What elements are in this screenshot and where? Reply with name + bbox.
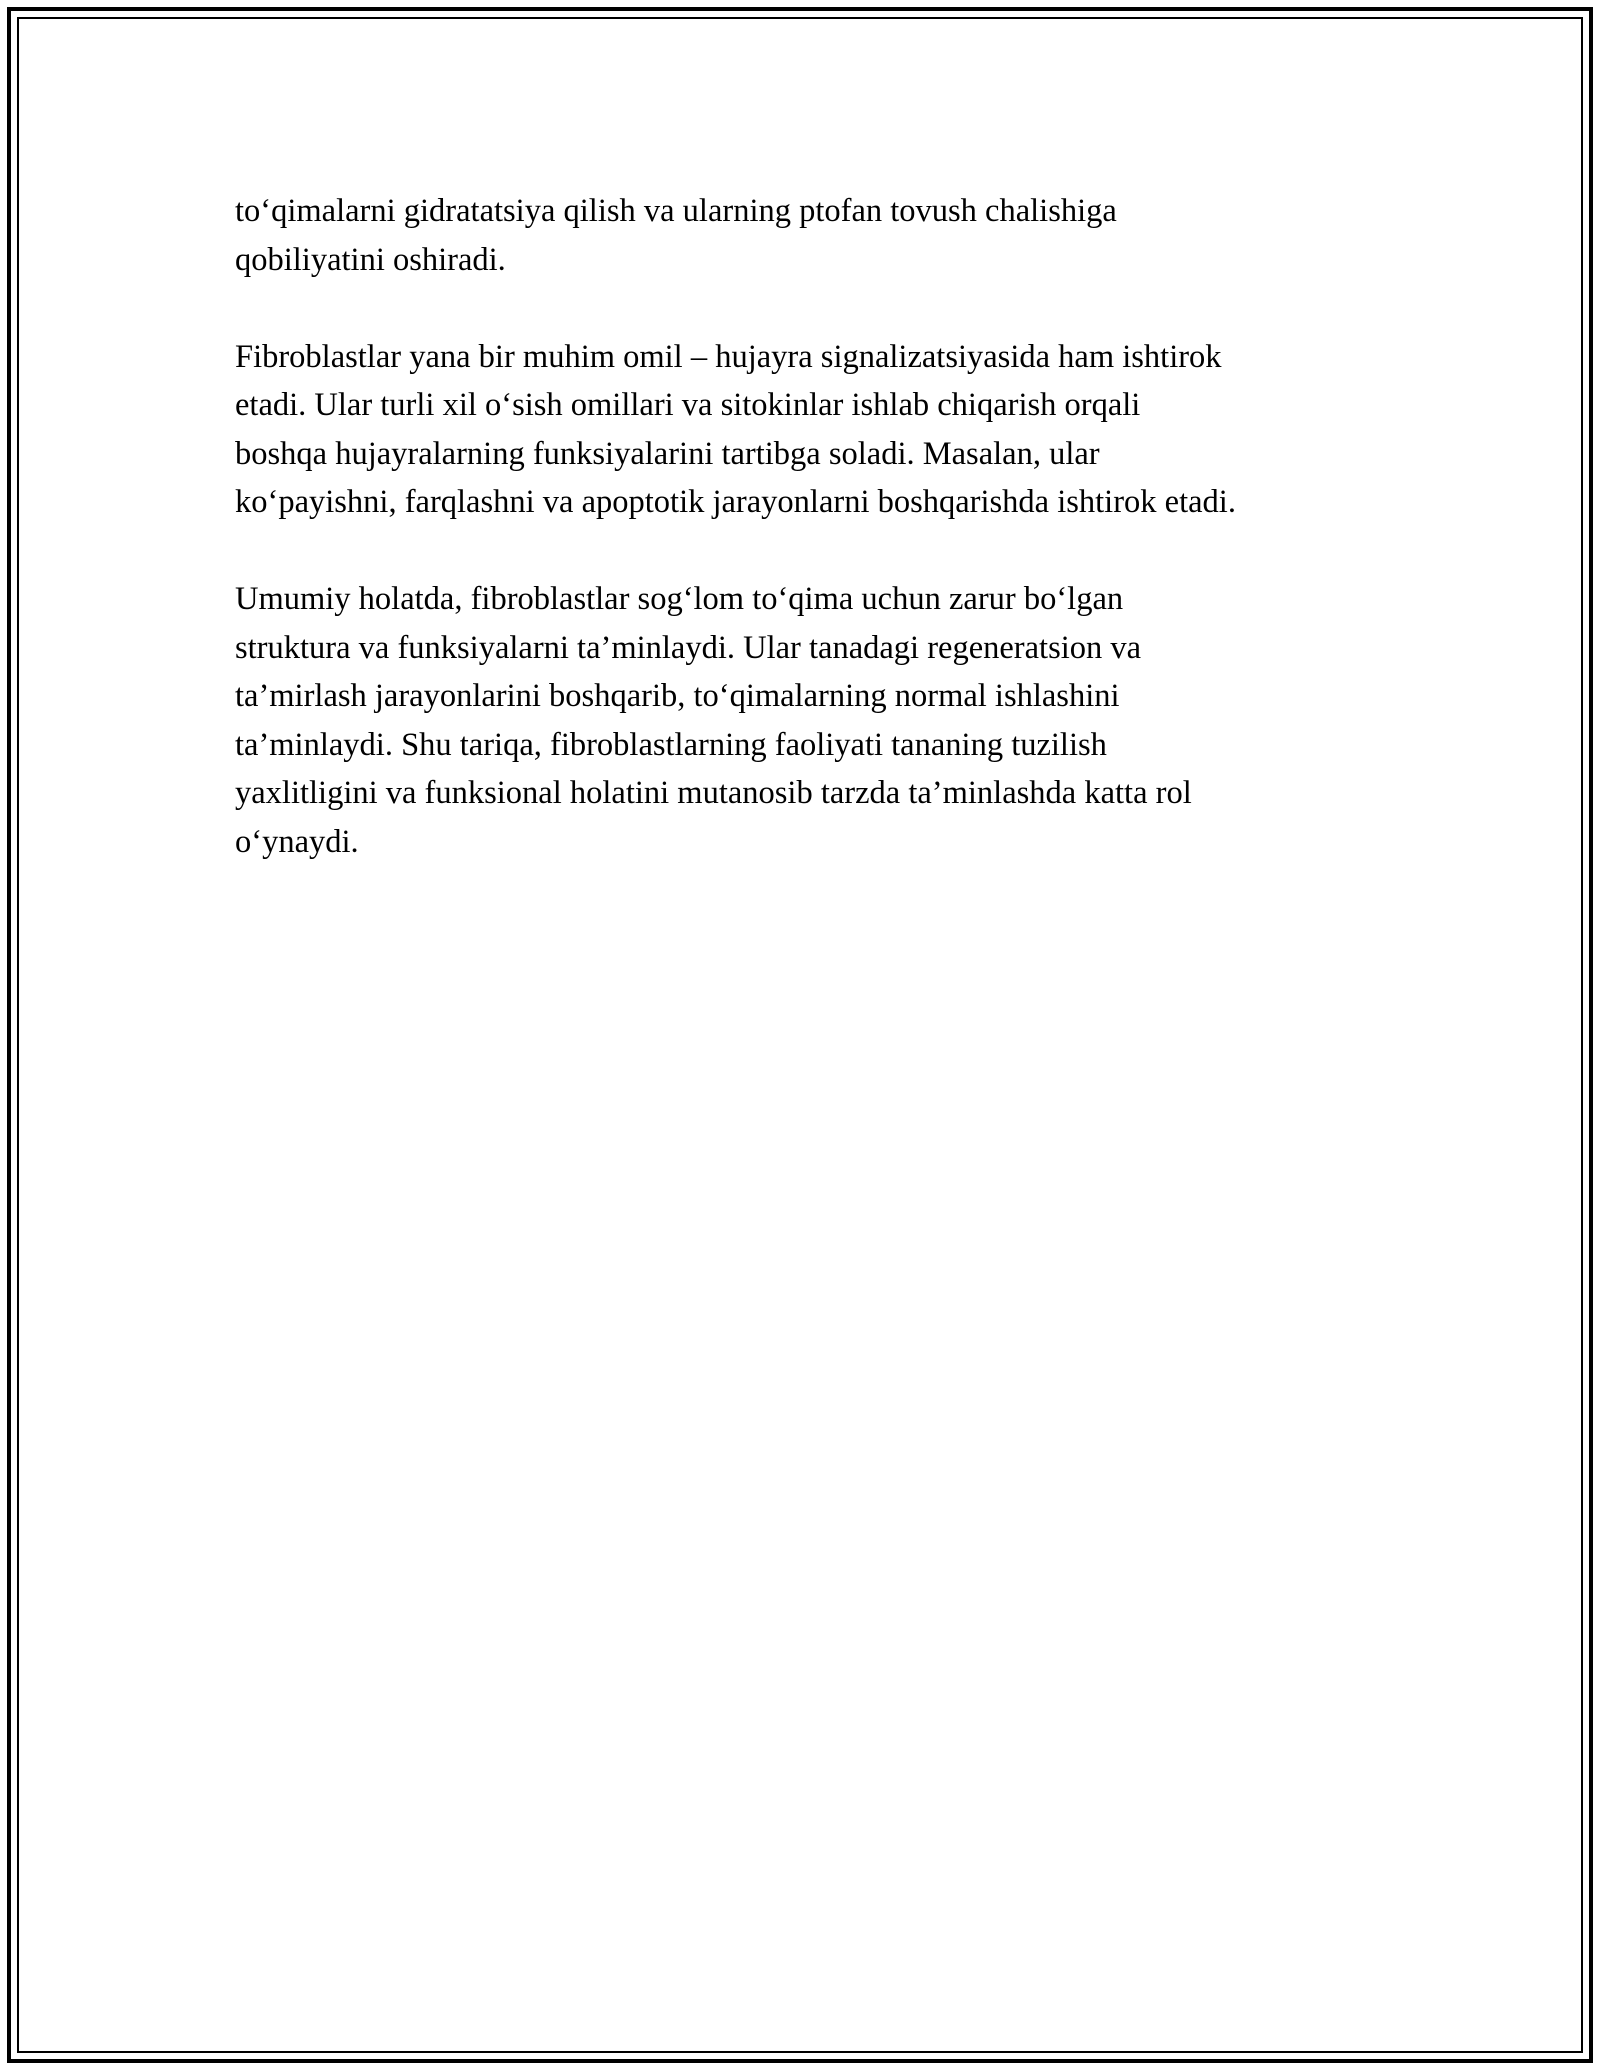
text-line: Umumiy holatda, fibroblastlar sog‘lom to‘qima uchun zarur bo‘lgan	[235, 581, 1124, 617]
text-line: ta’mirlash jarayonlarini boshqarib, to‘qimalarning normal ishlashini	[235, 678, 1120, 714]
text-line: o‘ynaydi.	[235, 823, 359, 860]
paragraph-2	[235, 333, 1395, 527]
document-body	[235, 187, 1395, 915]
text-line: Fibroblastlar yana bir muhim omil – hujayra signalizatsiyasida ham ishtirok	[235, 338, 1222, 375]
text-line: qobiliyatini oshiradi.	[235, 241, 506, 278]
text-line: struktura va funksiyalarni ta’minlaydi. Ular tanadagi regeneratsion va	[235, 629, 1142, 666]
paragraph-3	[235, 575, 1395, 866]
text-line: etadi. Ular turli xil o‘sish omillari va sitokinlar ishlab chiqarish orqali	[235, 387, 1141, 423]
text-line: boshqa hujayralarning funksiyalarini tartibga soladi. Masalan, ular	[235, 435, 1100, 472]
text-line: ta’minlaydi. Shu tariqa, fibroblastlarning faoliyati tananing tuzilish	[235, 726, 1107, 763]
paragraph-1	[235, 187, 1395, 284]
text-line: yaxlitligini va funksional holatini mutanosib tarzda ta’minlashda katta rol	[235, 775, 1192, 811]
text-line: to‘qimalarni gidratatsiya qilish va ularning ptofan tovush chalishiga	[235, 193, 1117, 229]
text-line: ko‘payishni, farqlashni va apoptotik jarayonlarni boshqarishda ishtirok etadi.	[235, 484, 1236, 520]
